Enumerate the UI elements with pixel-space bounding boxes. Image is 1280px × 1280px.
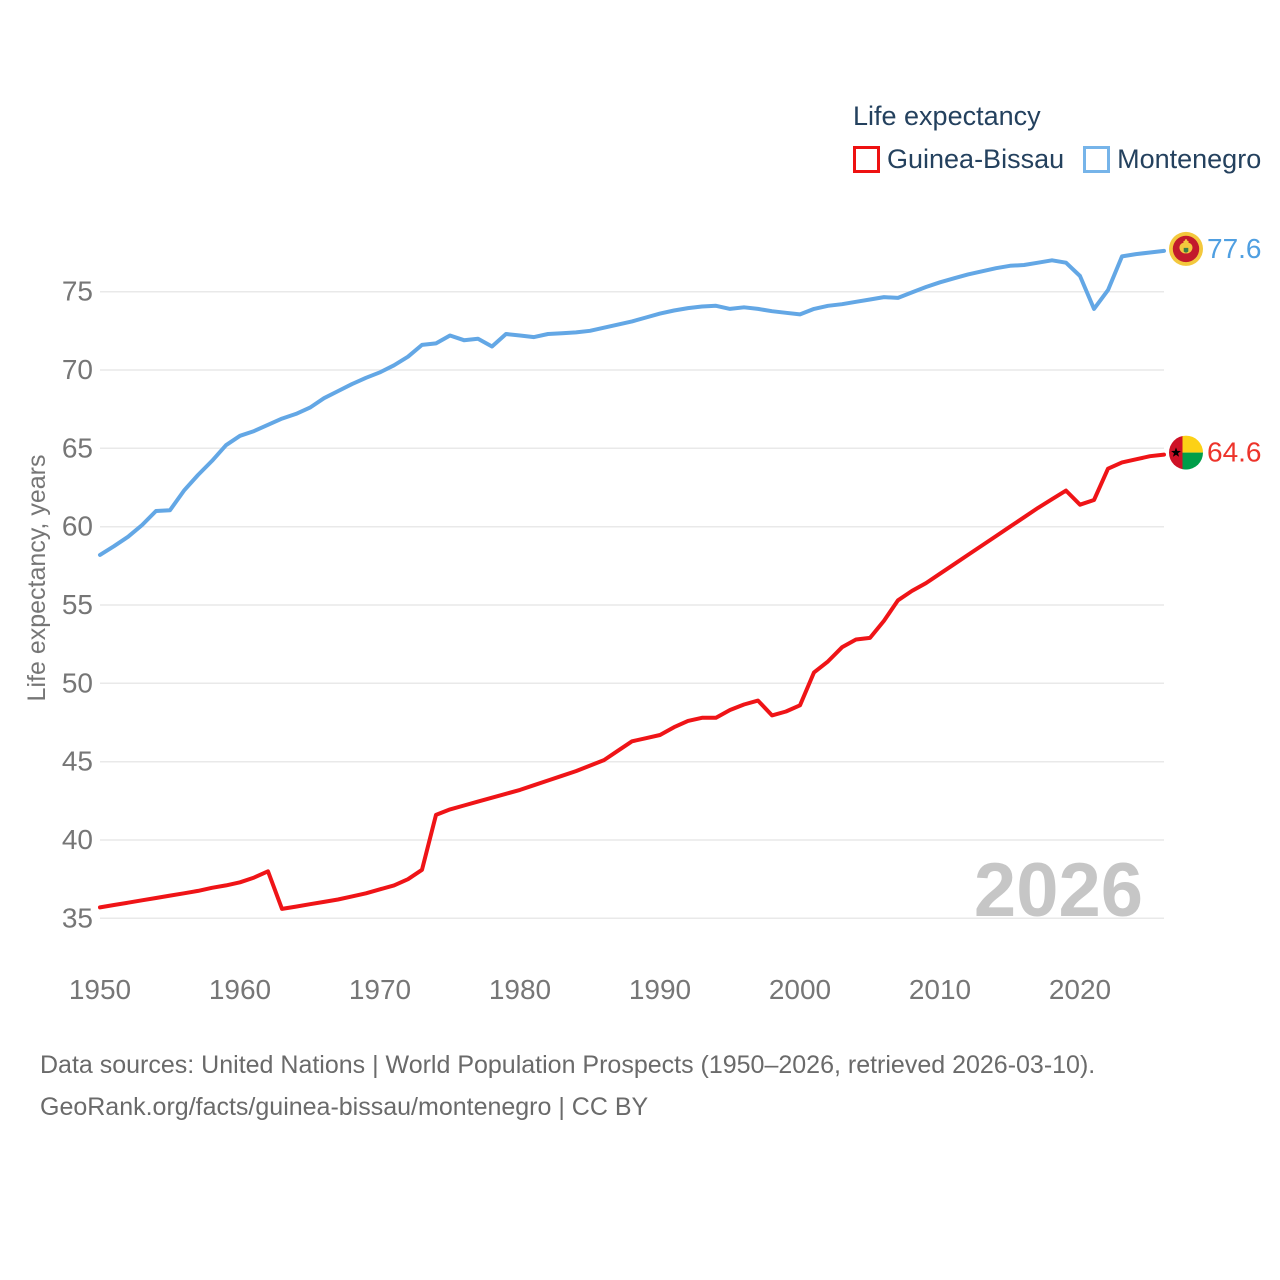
legend-items	[853, 144, 1261, 175]
axis-labels	[62, 276, 1111, 1005]
legend-item-guinea-bissau[interactable]	[853, 144, 1064, 175]
legend-title: Life expectancy	[853, 101, 1041, 131]
x-tick-1980: 1980	[488, 974, 552, 1005]
y-tick-45: 45	[61, 745, 93, 777]
y-tick-35: 35	[61, 902, 93, 934]
guinea-bissau-swatch-icon	[853, 146, 880, 173]
x-tick-1960: 1960	[208, 974, 272, 1005]
y-tick-70: 70	[61, 354, 93, 385]
x-tick-1990: 1990	[628, 974, 692, 1005]
x-tick-1950: 1950	[68, 974, 132, 1005]
y-tick-40: 40	[61, 824, 93, 855]
x-tick-2000: 2000	[768, 974, 832, 1005]
guinea-bissau-flag-icon	[1169, 436, 1203, 470]
watermark-year: 2026	[973, 848, 1143, 933]
guinea-bissau-line	[100, 455, 1164, 909]
x-tick-2010: 2010	[908, 974, 972, 1005]
gridlines	[100, 292, 1164, 919]
y-axis-title: Life expectancy, years	[23, 454, 51, 702]
y-tick-60: 60	[61, 510, 93, 542]
y-tick-65: 65	[61, 432, 93, 464]
legend-item-montenegro[interactable]	[1083, 144, 1261, 175]
footer-attribution: GeoRank.org/facts/guinea-bissau/montenegro | CC BY	[40, 1093, 649, 1121]
footer	[40, 1044, 1095, 1128]
footer-data-sources: Data sources: United Nations | World Population Prospects (1950–2026, retrieved 2026-03-10).	[40, 1051, 1096, 1079]
y-tick-55: 55	[61, 589, 93, 620]
legend-label-guinea-bissau: Guinea-Bissau	[887, 144, 1065, 174]
guinea-bissau-end-value: 64.6	[1207, 436, 1262, 468]
y-tick-50: 50	[61, 667, 93, 699]
series-lines	[100, 251, 1164, 909]
legend-label-montenegro: Montenegro	[1117, 144, 1262, 174]
x-tick-1970: 1970	[348, 974, 412, 1005]
y-tick-75: 75	[61, 275, 93, 307]
montenegro-line	[100, 251, 1164, 555]
montenegro-end-value: 77.6	[1207, 232, 1262, 264]
x-tick-2020: 2020	[1048, 974, 1112, 1005]
montenegro-flag-icon	[1169, 232, 1203, 266]
end-markers	[1169, 232, 1262, 470]
montenegro-swatch-icon	[1083, 146, 1110, 173]
legend	[853, 101, 1261, 175]
